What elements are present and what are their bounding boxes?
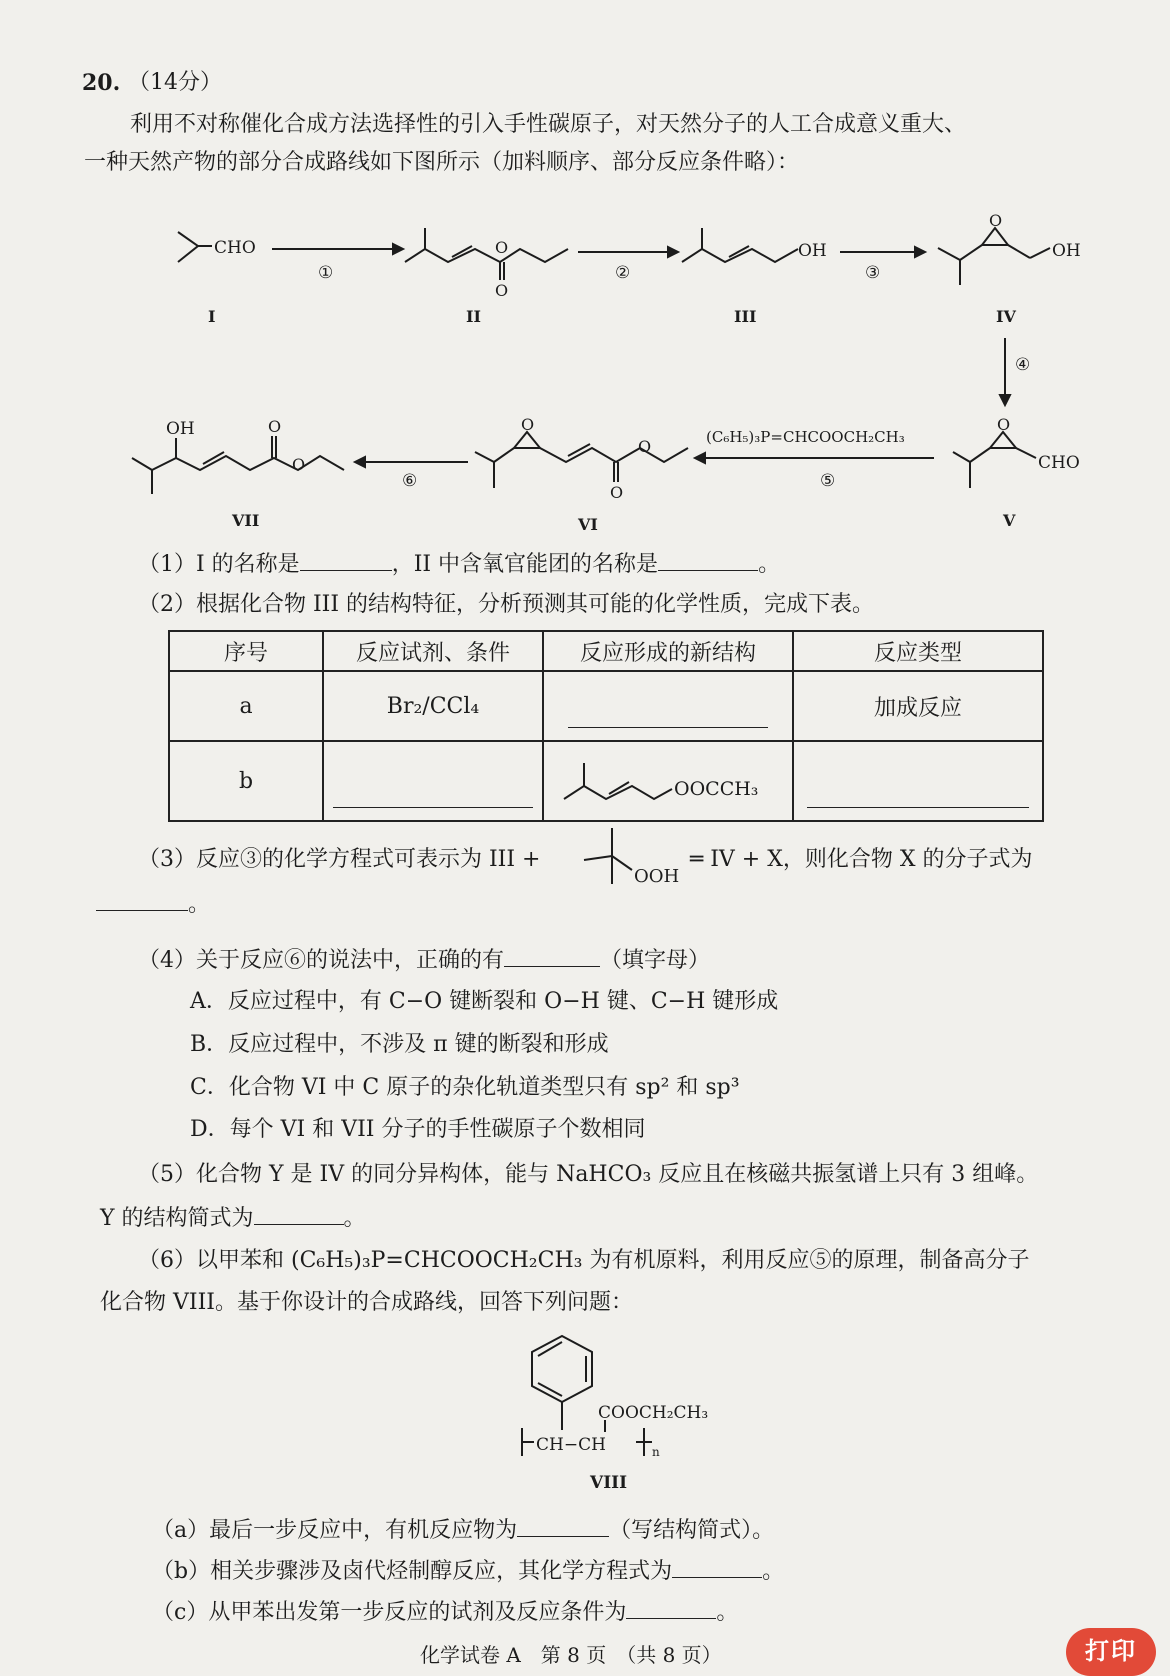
compound-III-skeleton (682, 228, 702, 262)
q2-table (168, 630, 1044, 822)
q4-option-c: C．化合物 VI 中 C 原子的杂化轨道类型只有 sp² 和 sp³ (190, 1075, 740, 1100)
label-compound-V: V (1003, 511, 1016, 530)
q3-text-a: （3）反应③的化学方程式可表示为 III + (138, 847, 541, 872)
q2-text: （2）根据化合物 III 的结构特征，分析预测其可能的化学性质，完成下表。 (138, 592, 875, 617)
step-4-label: ④ (1015, 355, 1031, 375)
compound-IV-oh: OH (1052, 241, 1081, 261)
row-a-id: a (169, 671, 323, 741)
q6-line-2: 化合物 VIII。基于你设计的合成路线，回答下列问题： (100, 1290, 633, 1315)
compound-VII-carbonyl-o: O (268, 417, 282, 436)
row-b-id: b (169, 741, 323, 821)
q5-line-1: （5）化合物 Y 是 IV 的同分异构体，能与 NaHCO₃ 反应且在核磁共振氢谱上只有 3 组峰。 (138, 1162, 1039, 1187)
ylide-reagent: (C₆H₅)₃P=CHCOOCH₂CH₃ (706, 428, 905, 446)
row-a-reagent: Br₂/CCl₄ (323, 671, 543, 741)
label-compound-III: III (734, 307, 757, 326)
q4-answer-blank[interactable] (504, 944, 600, 967)
q3-text-b: ═ IV + X，则化合物 X 的分子式为 (690, 847, 1033, 872)
label-compound-I: I (208, 307, 216, 326)
compound-II-ether-o: O (495, 238, 509, 257)
compound-VI-ether-o: O (638, 437, 652, 456)
compound-VI-skeleton (475, 452, 494, 488)
row-b-structure-cell (543, 741, 793, 821)
row-b-product-group: OOCCH₃ (674, 778, 759, 800)
polymer-repeat-n: n (652, 1445, 660, 1459)
header-reaction-type: 反应类型 (793, 631, 1043, 671)
q5-line-2: Y 的结构简式为 。 (100, 1202, 366, 1234)
q6-line-1: （6）以甲苯和 (C₆H₅)₃P=CHCOOCH₂CH₃ 为有机原料，利用反应⑤的原理，制备高分子 (138, 1248, 1030, 1273)
q3-answer-blank[interactable] (96, 888, 188, 911)
compound-VII-skeleton (132, 458, 152, 494)
q1-answer-blank-2[interactable] (658, 548, 758, 571)
step-3-label: ③ (865, 263, 881, 283)
polymer-ester-group: COOCH₂CH₃ (598, 1403, 709, 1423)
synthesis-scheme (0, 190, 1170, 530)
label-compound-VI: VI (578, 515, 598, 530)
row-a-type: 加成反应 (793, 671, 1043, 741)
header-reagent: 反应试剂、条件 (323, 631, 543, 671)
print-button[interactable]: 打印 (1066, 1628, 1156, 1676)
q4-stem: （4）关于反应⑥的说法中，正确的有 （填字母） (138, 944, 710, 976)
label-compound-IV: IV (996, 307, 1016, 326)
label-compound-II: II (466, 307, 481, 326)
intro-line-1: 利用不对称催化合成方法选择性的引入手性碳原子，对天然分子的人工合成意义重大、 (130, 112, 967, 137)
compound-III-oh: OH (798, 241, 827, 261)
question-points: （14分） (128, 70, 222, 95)
q4-option-d: D．每个 VI 和 VII 分子的手性碳原子个数相同 (190, 1117, 646, 1142)
page-footer: 化学试卷 A 第 8 页 （共 8 页） (420, 1643, 722, 1667)
table-header-row (169, 631, 1043, 671)
step-6-label: ⑥ (402, 471, 418, 491)
q5-answer-blank[interactable] (254, 1202, 344, 1225)
q6c-line: （c）从甲苯出发第一步反应的试剂及反应条件为 。 (152, 1596, 738, 1628)
compound-V-epoxide-o: O (997, 415, 1011, 434)
header-new-structure: 反应形成的新结构 (543, 631, 793, 671)
step-1-label: ① (318, 263, 334, 283)
q6a-answer-blank[interactable] (517, 1514, 609, 1537)
tbhp-structure (578, 826, 688, 896)
row-b-reagent-cell (323, 741, 543, 821)
compound-VI-carbonyl-o: O (610, 483, 624, 502)
tbhp-ooh: OOH (634, 866, 680, 887)
header-serial: 序号 (169, 631, 323, 671)
q6a-line: （a）最后一步反应中，有机反应物为 （写结构简式）。 (152, 1514, 774, 1546)
step-2-label: ② (615, 263, 631, 283)
row-b-reagent-blank[interactable] (333, 783, 533, 808)
compound-II-carbonyl-o: O (495, 281, 509, 300)
label-compound-VII: VII (232, 511, 260, 530)
compound-VII-oh: OH (166, 419, 195, 439)
compound-I-skeleton (178, 232, 198, 262)
row-b-structure (558, 751, 778, 811)
table-row (169, 671, 1043, 741)
compound-V-cho: CHO (1038, 453, 1080, 473)
polymer-VIII-structure (520, 1330, 760, 1490)
q6c-answer-blank[interactable] (626, 1596, 716, 1619)
compound-II-skeleton (405, 228, 425, 262)
q3-answer-line: 。 (96, 888, 210, 920)
q1-answer-blank-1[interactable] (300, 548, 392, 571)
question-number: 20. (82, 70, 121, 96)
row-b-type-cell (793, 741, 1043, 821)
q6b-line: （b）相关步骤涉及卤代烃制醇反应，其化学方程式为 。 (152, 1555, 784, 1587)
compound-VI-epoxide-o: O (521, 415, 535, 434)
row-b-type-blank[interactable] (807, 783, 1029, 808)
row-a-structure-cell (543, 671, 793, 741)
q1-line: （1）I 的名称是 ，II 中含氧官能团的名称是 。 (138, 548, 780, 580)
compound-I-cho: CHO (214, 238, 256, 258)
compound-V-skeleton (953, 452, 970, 488)
polymer-label: VIII (590, 1473, 628, 1490)
step-5-label: ⑤ (820, 471, 836, 491)
compound-IV-skeleton (938, 248, 960, 285)
compound-IV-epoxide-o: O (989, 211, 1003, 230)
q4-option-b: B．反应过程中，不涉及 π 键的断裂和形成 (190, 1032, 609, 1057)
row-a-structure-blank[interactable] (568, 703, 768, 728)
polymer-backbone: CH−CH (536, 1435, 606, 1455)
q4-option-a: A．反应过程中，有 C−O 键断裂和 O−H 键、C−H 键形成 (190, 989, 779, 1014)
compound-VII-ether-o: O (292, 455, 306, 474)
q6b-answer-blank[interactable] (672, 1555, 762, 1578)
intro-line-2: 一种天然产物的部分合成路线如下图所示（加料顺序、部分反应条件略）： (84, 150, 800, 175)
table-row (169, 741, 1043, 821)
